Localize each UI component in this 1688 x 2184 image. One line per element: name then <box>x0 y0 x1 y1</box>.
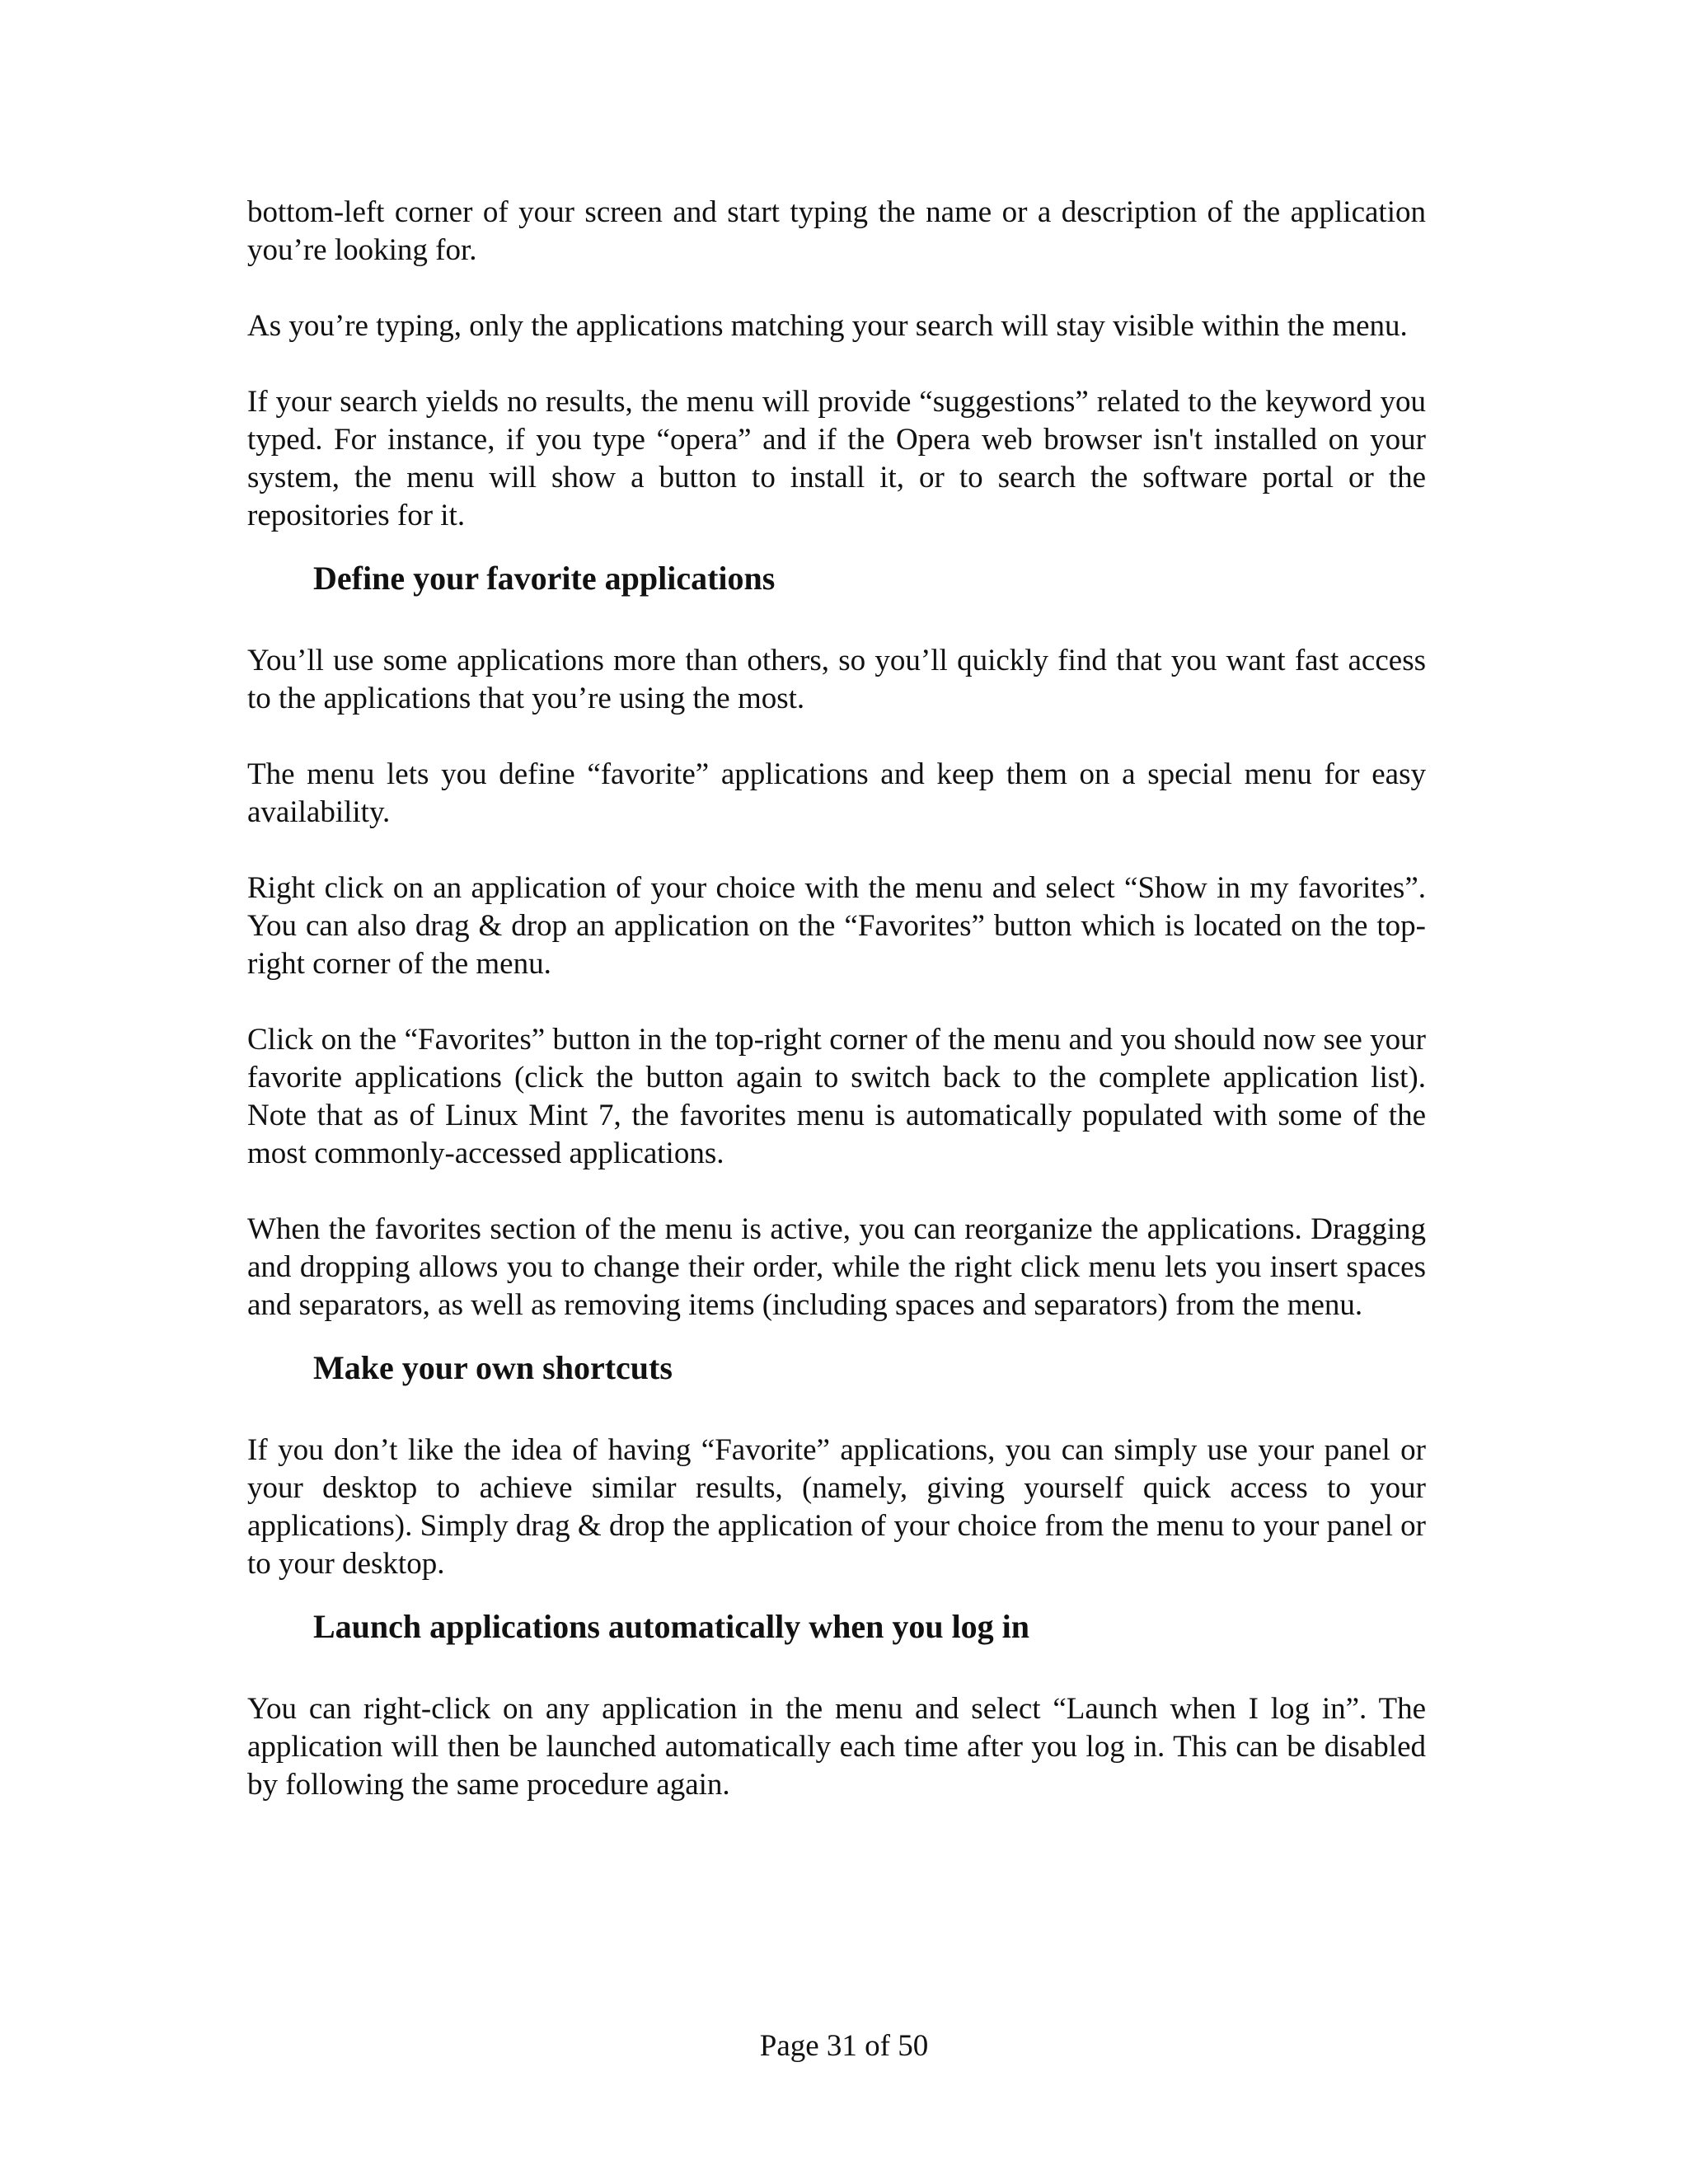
paragraph-right-click-show: Right click on an application of your choice with the menu and select “Show in my favorites”. You can also drag & drop an application on the “Favorites” button which is located on the top-right corner of the menu. <box>247 871 1426 981</box>
paragraph-typing-filter: As you’re typing, only the applications matching your search will stay visible within the menu. <box>247 309 1408 343</box>
paragraph-launch-when-login: You can right-click on any application in the menu and select “Launch when I log in”. The application will then be launched automatically each time after you log in. This can be disabled by following the same procedure again. <box>247 1692 1426 1802</box>
heading-launch-login: Launch applications automatically when you log in <box>313 1608 1030 1645</box>
heading-own-shortcuts: Make your own shortcuts <box>313 1349 673 1386</box>
paragraph-define-favorite: The menu lets you define “favorite” applications and keep them on a special menu for easy availability. <box>247 757 1426 829</box>
paragraph-reorganize: When the favorites section of the menu is active, you can reorganize the applications. Dragging and dropping allows you to change their order, while the right click menu lets you insert spaces and separators, as well as removing items (including spaces and separators) from the menu. <box>247 1212 1426 1322</box>
paragraph-no-results: If your search yields no results, the menu will provide “suggestions” related to the keyword you typed. For instance, if you type “opera” and if the Opera web browser isn't installed on your system, the menu will show a button to install it, or to search the software portal or the repositories for it. <box>247 385 1426 532</box>
document-body <box>247 194 1426 1804</box>
paragraph-favorites-button: Click on the “Favorites” button in the top-right corner of the menu and you should now see your favorite applications (click the button again to switch back to the complete application list). Note that as of Linux Mint 7, the favorites menu is automatically populated with some of the most commonly-accessed applications. <box>247 1023 1426 1170</box>
page-number: Page 31 of 50 <box>759 2029 929 2063</box>
paragraph-panel-desktop: If you don’t like the idea of having “Favorite” applications, you can simply use your panel or your desktop to achieve similar results, (namely, giving yourself quick access to your applications). Simply drag & drop the application of your choice from the menu to your panel or to your desktop. <box>247 1433 1426 1581</box>
paragraph-fast-access: You’ll use some applications more than others, so you’ll quickly find that you want fast access to the applications that you’re using the most. <box>247 644 1426 715</box>
heading-define-favorites: Define your favorite applications <box>313 560 776 597</box>
paragraph-search-intro: bottom-left corner of your screen and start typing the name or a description of the application you’re looking for. <box>247 195 1426 267</box>
